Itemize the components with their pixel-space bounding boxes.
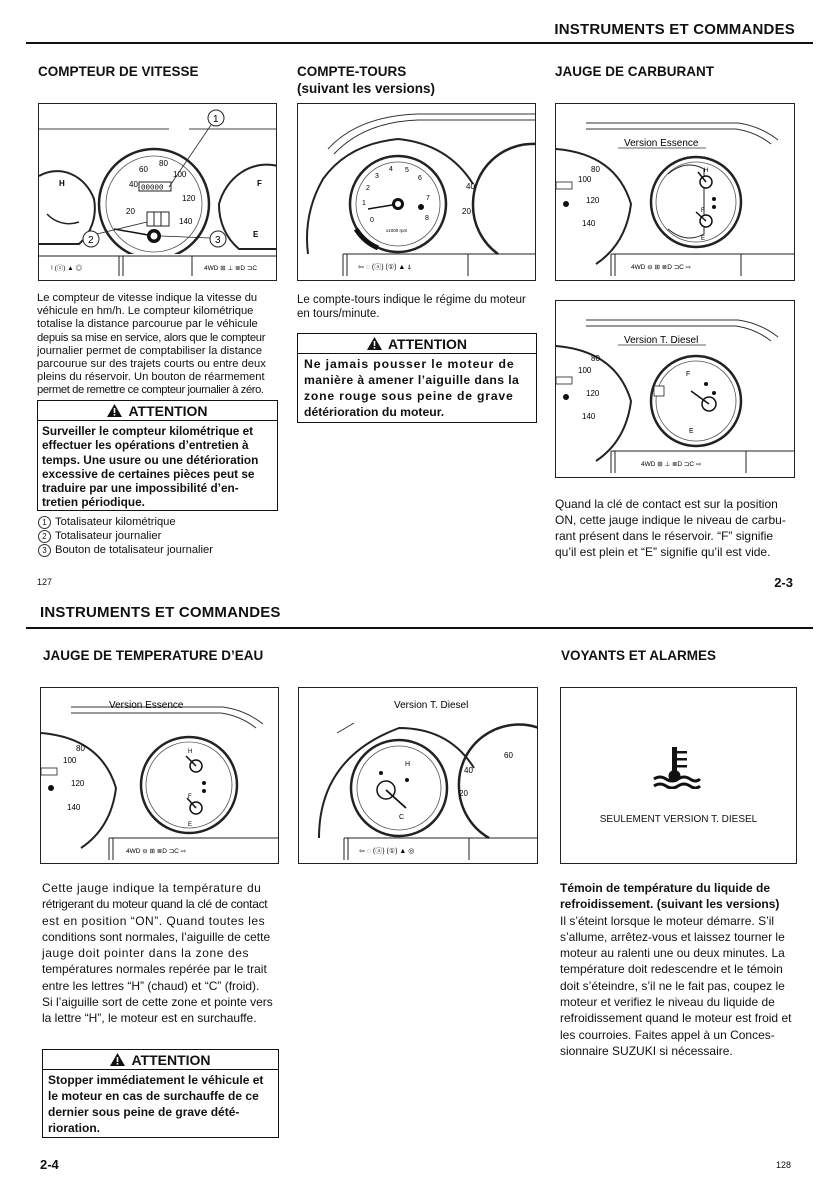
warning-triangle-icon [367, 337, 382, 350]
warning-line: manière à amener l’aiguille dans la [304, 373, 520, 387]
tachometer-warning-box [297, 333, 537, 423]
text-line: véhicule en hm/h. Le compteur kilométrique [37, 305, 254, 318]
svg-text:80: 80 [591, 354, 600, 363]
svg-text:8: 8 [425, 215, 429, 222]
version-essence-label: Version Essence [109, 700, 184, 711]
text-line: les courroies. Faites appel à un Conces- [560, 1027, 775, 1042]
svg-text:5: 5 [405, 167, 409, 174]
text-line: s’allume, arrêtez-vous et laissez tourner le [560, 929, 785, 944]
tachometer-unit: x1000 rpm [386, 228, 408, 233]
legend-label: Totalisateur kilométrique [55, 516, 176, 528]
warning-header [298, 334, 536, 354]
svg-text:4WD ⊖ ⊞ ≣D ⊐C ⇨: 4WD ⊖ ⊞ ≣D ⊐C ⇨ [631, 264, 692, 271]
tachometer-title-line2: (suivant les versions) [297, 81, 436, 96]
water-temp-essence-illustration [41, 688, 279, 864]
water-temp-figure-diesel [298, 687, 538, 864]
svg-text:40: 40 [464, 766, 473, 775]
text-line: Témoin de température du liquide de [560, 881, 771, 895]
svg-text:3: 3 [375, 173, 379, 180]
speedometer-title: COMPTEUR DE VITESSE [38, 64, 199, 79]
text-line: Si l’aiguille sort de cette zone et pointe vers [42, 995, 273, 1010]
warning-line: effectuer les opérations d’entretien à [42, 438, 249, 453]
water-temp-figure-essence [40, 687, 279, 864]
svg-text:E: E [188, 822, 193, 828]
svg-text:H: H [405, 761, 411, 768]
speed-label-60: 60 [139, 165, 148, 174]
callout-3: 3 [215, 235, 221, 246]
text-line: moteur et verifiez le niveau du liquide de [560, 995, 775, 1010]
svg-text:20: 20 [459, 789, 468, 798]
text-line: température doit redescendre et le témoin [560, 962, 783, 977]
warning-header [43, 1050, 278, 1070]
lamp-text [560, 913, 800, 1060]
svg-text:E: E [689, 428, 694, 435]
text-line: la lettre “H”, le moteur est en surchauffe. [42, 1011, 257, 1026]
text-line: Il s’éteint lorsque le moteur démarre. S’il [560, 913, 775, 928]
svg-text:F: F [686, 371, 691, 378]
text-line: rant présent dans le réservoir. “F” signifie [555, 529, 774, 543]
svg-text:140: 140 [67, 803, 81, 812]
warning-title: ATTENTION [387, 336, 468, 352]
fuel-figure-diesel [555, 300, 795, 478]
fuel-figure-essence [555, 103, 795, 281]
warning-title: ATTENTION [128, 403, 208, 419]
odometer-display: 00000 [141, 184, 164, 193]
svg-text:100: 100 [578, 175, 592, 184]
fuel-text [555, 496, 797, 560]
speed-label-140: 140 [179, 217, 193, 226]
water-temp-title: JAUGE DE TEMPERATURE D’EAU [43, 648, 264, 663]
svg-text:120: 120 [586, 196, 600, 205]
page-number-2-4: 2-4 [40, 1157, 59, 1172]
svg-text:120: 120 [71, 779, 85, 788]
text-line: qu’il est plein et “E” signifie qu’il est vide. [555, 545, 771, 559]
speedometer-warning-box [37, 400, 278, 511]
svg-text:C: C [399, 814, 405, 821]
legend-number: 1 [38, 516, 51, 529]
text-line: refroidissement quand le moteur est froid et [560, 1011, 792, 1026]
svg-text:80: 80 [591, 165, 600, 174]
text-line: jauge doit pointer dans la zone des [42, 946, 250, 961]
svg-text:F: F [188, 794, 192, 800]
text-line: rétrigerant du moteur quand la clé de contact [42, 897, 268, 912]
svg-text:80: 80 [76, 744, 85, 753]
svg-text:140: 140 [582, 412, 596, 421]
text-line: Cette jauge indique la température du [42, 881, 262, 895]
legend-item [38, 543, 213, 557]
warning-line: temps. Une usure ou une détérioration [42, 452, 259, 467]
speed-label-100: 100 [173, 170, 187, 179]
warning-body [43, 1070, 278, 1138]
text-line: sionnaire SUZUKI si nécessaire. [560, 1043, 733, 1058]
warning-line: détérioration du moteur. [304, 405, 445, 419]
svg-text:2: 2 [366, 185, 370, 192]
text-line: Le compteur de vitesse indique la vitesse du [37, 292, 258, 304]
svg-text:⇦ ◌ (ⓐ) (①) ▲ ◎: ⇦ ◌ (ⓐ) (①) ▲ ◎ [359, 848, 415, 855]
text-line: totalise la distance parcourue par le véhicule [37, 318, 258, 331]
svg-text:7: 7 [426, 195, 430, 202]
fuel-gauge-diesel-illustration [556, 301, 795, 478]
text-line: températures normales repérée par le trait [42, 962, 267, 977]
svg-text:0: 0 [370, 217, 374, 224]
svg-text:⇦ ◌ (ⓐ) (①) ▲ ⍋: ⇦ ◌ (ⓐ) (①) ▲ ⍋ [358, 264, 412, 271]
text-line: entre les lettres “H” (chaud) et “C” (froid). [42, 978, 260, 993]
text-line: conditions sont normales, l’aiguille de cette [42, 929, 271, 944]
warning-lamps-section [560, 880, 800, 1059]
page-header-bottom: INSTRUMENTS ET COMMANDES [40, 604, 281, 621]
version-essence-label: Version Essence [624, 138, 699, 149]
header-rule-bottom [26, 627, 813, 629]
text-line: moteur au ralenti une ou deux minutes. La [560, 946, 785, 961]
svg-text:! (ⓐ) ▲ ◎: ! (ⓐ) ▲ ◎ [51, 265, 82, 272]
svg-text:H: H [704, 168, 709, 174]
legend-number: 3 [38, 544, 51, 557]
svg-text:4WD ⊞ ⊥ ≣D ⊐C ⇨: 4WD ⊞ ⊥ ≣D ⊐C ⇨ [641, 461, 702, 468]
tachometer-title-line1: COMPTE-TOURS [297, 64, 407, 79]
speed-label-80: 80 [159, 159, 168, 168]
text-line: Le compte-tours indique le régime du moteur [297, 294, 526, 306]
warning-lamps-title: VOYANTS ET ALARMES [561, 648, 717, 663]
warning-line: zone rouge sous peine de grave [304, 389, 514, 403]
speed-label-40: 40 [129, 180, 138, 189]
svg-text:H: H [188, 749, 193, 755]
svg-text:6: 6 [418, 175, 422, 182]
warning-line: Surveiller le compteur kilométrique et [42, 424, 254, 438]
legend-label: Totalisateur journalier [55, 530, 162, 542]
warning-body [38, 421, 277, 513]
page-number-127: 127 [37, 577, 53, 587]
svg-text:F: F [701, 208, 705, 214]
svg-text:40: 40 [466, 182, 475, 191]
svg-text:1: 1 [362, 200, 366, 207]
version-diesel-label: Version T. Diesel [624, 335, 699, 346]
svg-text:E: E [701, 236, 706, 242]
page-number-128: 128 [775, 1160, 791, 1170]
legend-item [38, 515, 213, 529]
tachometer-illustration [298, 104, 536, 281]
water-temp-warning-box [42, 1049, 279, 1138]
header-rule-top [26, 42, 813, 44]
speedometer-illustration [39, 104, 277, 281]
text-line: en tours/minute. [297, 308, 380, 320]
svg-text:60: 60 [504, 751, 513, 760]
svg-text:4WD ⊞ ⊥ ≣D ⊐C: 4WD ⊞ ⊥ ≣D ⊐C [204, 265, 258, 272]
warning-line: tretien périodique. [42, 495, 145, 510]
tachometer-title [297, 63, 435, 97]
coolant-temperature-icon [652, 745, 702, 789]
warning-triangle-icon [110, 1053, 125, 1066]
warning-line: Ne jamais pousser le moteur de [304, 357, 515, 371]
warning-line: Stopper immédiatement le véhicule et [48, 1073, 264, 1087]
text-line: refroidissement. (suivant les versions) [560, 897, 780, 912]
text-line: Quand la clé de contact est sur la position [555, 497, 778, 511]
warning-body [298, 354, 536, 422]
tachometer-figure [297, 103, 536, 281]
text-line: parcourue sur des trajets courts ou entre deux [37, 358, 266, 371]
svg-text:H: H [59, 179, 65, 188]
text-line: permet de remettre ce compteur journalier à zéro. [37, 384, 264, 397]
speedometer-legend [38, 515, 213, 557]
fuel-title: JAUGE DE CARBURANT [555, 64, 715, 79]
svg-text:100: 100 [63, 756, 77, 765]
warning-line: dernier sous peine de grave dété- [48, 1105, 240, 1119]
text-line: depuis sa mise en service, alors que le compteur [37, 331, 266, 344]
warning-header [38, 401, 277, 421]
speed-label-20: 20 [126, 207, 135, 216]
svg-text:E: E [253, 230, 259, 239]
svg-text:4: 4 [389, 166, 393, 173]
speedometer-figure [38, 103, 277, 281]
svg-text:140: 140 [582, 219, 596, 228]
warning-lamp-figure [560, 687, 797, 864]
svg-text:F: F [257, 179, 262, 188]
lamp-subtitle [560, 880, 800, 913]
speed-label-120: 120 [182, 194, 196, 203]
water-temp-diesel-illustration [299, 688, 538, 864]
text-line: journalier permet de comptabiliser la distance [37, 344, 263, 357]
callout-1: 1 [213, 114, 219, 125]
legend-label: Bouton de totalisateur journalier [55, 544, 213, 556]
diesel-only-caption: SEULEMENT VERSION T. DIESEL [599, 814, 758, 825]
warning-title: ATTENTION [131, 1052, 211, 1068]
svg-text:120: 120 [586, 389, 600, 398]
svg-text:100: 100 [578, 366, 592, 375]
svg-text:20: 20 [462, 207, 471, 216]
page-number-2-3: 2-3 [774, 575, 793, 590]
water-temp-text [42, 880, 281, 1027]
text-line: est en position “ON”. Quand toutes les [42, 913, 266, 928]
text-line: doit s’éteindre, s’il ne le fait pas, coupez le [560, 978, 785, 993]
speedometer-text [37, 292, 279, 398]
warning-line: excessive de certaines pièces peut se [42, 466, 255, 481]
callout-2: 2 [88, 235, 94, 246]
legend-number: 2 [38, 530, 51, 543]
warning-line: le moteur en cas de surchauffe de ce [48, 1089, 259, 1103]
tachometer-text [297, 293, 539, 321]
warning-line: traduire par une impossibilité d’en- [42, 481, 239, 496]
warning-line: rioration. [48, 1121, 101, 1135]
version-diesel-label: Version T. Diesel [394, 700, 469, 711]
page-header-top: INSTRUMENTS ET COMMANDES [554, 21, 795, 38]
legend-item [38, 529, 213, 543]
warning-triangle-icon [107, 404, 122, 417]
text-line: ON, cette jauge indique le niveau de carbu- [555, 513, 786, 527]
text-line: pleins du réservoir. Un bouton de réarmement [37, 371, 265, 384]
fuel-gauge-essence-illustration [556, 104, 795, 281]
svg-text:4WD ⊖ ⊞ ≣D ⊐C ⇨: 4WD ⊖ ⊞ ≣D ⊐C ⇨ [126, 848, 187, 855]
